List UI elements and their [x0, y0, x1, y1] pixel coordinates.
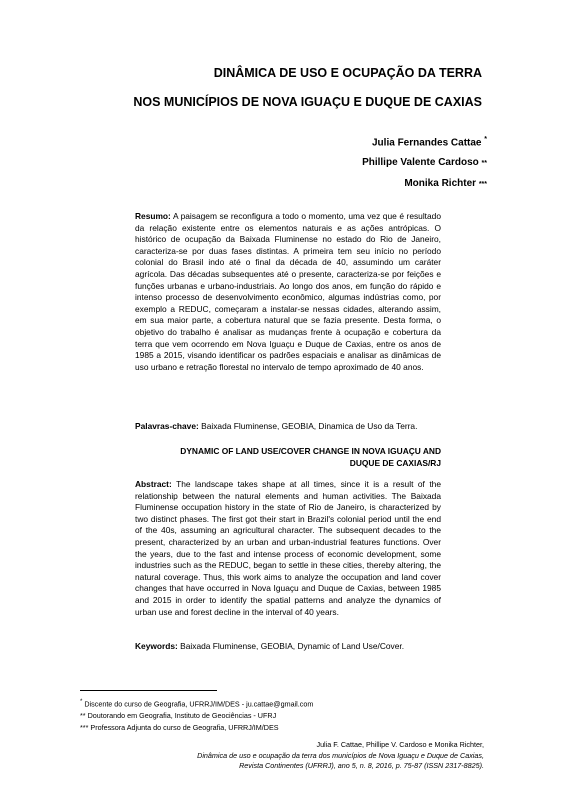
- resumo-text: A paisagem se reconfigura a todo o momento, uma vez que é resultado da relação existente entre os elementos naturais e as ações antrópicas. O histórico de ocupação da Baixada Fluminense no estado do Rio de Janeiro, caracteriza-se por duas fases distintas. A primeira tem seu início no período colonial do Brasil indo até o final da década de 40, assumindo um caráter agrícola. Das décadas subsequentes até o presente, caracteriza-se por feições e funções urbanas e urbano-industriais. Ao longo dos anos, em função do rápido e intenso processo de desenvolvimento econômico, algumas indústrias como, por exemplo a REDUC, começaram a instalar-se nessas cidades, alterando assim, em sua maior parte, a cobertura natural que se fazia presente. Desta forma, o objetivo do trabalho é analisar as mudanças frente à ocupação e cobertura da terra que vem ocorrendo em Nova Iguaçu e Duque de Caxias, entre os anos de 1985 a 2015, visando identificar os padrões espaciais e analisar as dinâmicas de uso urbano e retração florestal no intervalo de tempo aproximado de 40 anos.: [135, 211, 441, 372]
- abstract-label: Abstract:: [135, 479, 172, 489]
- author-footnote-mark: ***: [478, 181, 487, 188]
- palavras-chave-label: Palavras-chave:: [135, 421, 199, 431]
- author-name: Phillipe Valente Cardoso: [362, 157, 479, 168]
- footnote-2: [80, 711, 276, 720]
- footnote-text: Professora Adjunta do curso de Geografia, UFRRJ/IM/DES: [90, 723, 279, 732]
- footnote-mark: *: [80, 699, 83, 705]
- author-footnote-mark: **: [481, 160, 487, 167]
- footnote-mark: ***: [80, 723, 89, 732]
- footnote-divider: [80, 690, 217, 691]
- citation-block: [104, 740, 484, 772]
- footnote-text: Discente do curso de Geografia, UFRRJ/IM/DES - ju.cattae@gmail.com: [84, 699, 314, 709]
- footnote-mark: **: [80, 711, 86, 720]
- citation-title: Dinâmica de uso e ocupação da terra dos municípios de Nova Iguaçu e Duque de Caxias,: [197, 750, 484, 760]
- author-name: Julia Fernandes Cattae: [372, 137, 482, 149]
- abstract-paragraph: [135, 479, 441, 618]
- citation-journal: Revista Continentes (UFRRJ), ano 5, n. 8, 2016, p. 75-87 (ISSN 2317-8825).: [239, 761, 484, 771]
- keywords-label: Keywords:: [135, 641, 178, 651]
- resumo-paragraph: [135, 211, 441, 373]
- english-title-line-1: DYNAMIC OF LAND USE/COVER CHANGE IN NOVA IGUAÇU AND: [180, 446, 441, 456]
- paper-title-line-2: NOS MUNICÍPIOS DE NOVA IGUAÇU E DUQUE DE CAXIAS: [133, 95, 482, 109]
- abstract-text: The landscape takes shape at all times, since it is a result of the relationship between the natural elements and human activities. The Baixada Fluminense occupation history in the state of Rio de Janeiro, is characterized by two distinct phases. The first got their start in Brazil's colonial period until the end of the 40s, assuming an agricultural character. The subsequent decades to the present, characterized by an urban and urban-industrial features functions. Over the years, due to the fast and intense process of economic development, some industries such as the REDUC, began to settle in these cities, thereby altering, the natural coverage. Thus, this work aims to analyze the occupation and land cover changes that have occurred in Nova Iguaçu and Duque de Caxias, between 1985 and 2015 in order to identify the spatial patterns and analyze the dynamics of urban use and forest decline in the interval of 40 years.: [135, 479, 441, 617]
- author-3: [404, 178, 487, 189]
- resumo-label: Resumo:: [135, 211, 171, 221]
- palavras-chave-paragraph: [135, 421, 441, 433]
- keywords-paragraph: [135, 641, 441, 653]
- english-title: [141, 446, 441, 470]
- palavras-chave-text: Baixada Fluminense, GEOBIA, Dinamica de Uso da Terra.: [201, 421, 418, 431]
- citation-authors: Julia F. Cattae, Phillipe V. Cardoso e Monika Richter,: [316, 740, 484, 749]
- author-1: [372, 136, 487, 148]
- english-title-line-2: DUQUE DE CAXIAS/RJ: [349, 457, 441, 468]
- paper-title-line-1: DINÂMICA DE USO E OCUPAÇÃO DA TERRA: [213, 66, 482, 80]
- footnote-text: Doutorando em Geografia, Instituto de Geociências - UFRJ: [87, 711, 277, 720]
- author-footnote-mark: *: [484, 136, 487, 143]
- author-2: [362, 157, 487, 168]
- footnote-1: [80, 699, 313, 708]
- keywords-text: Baixada Fluminense, GEOBIA, Dynamic of Land Use/Cover.: [180, 641, 405, 651]
- author-name: Monika Richter: [404, 178, 477, 189]
- footnote-3: [80, 723, 279, 732]
